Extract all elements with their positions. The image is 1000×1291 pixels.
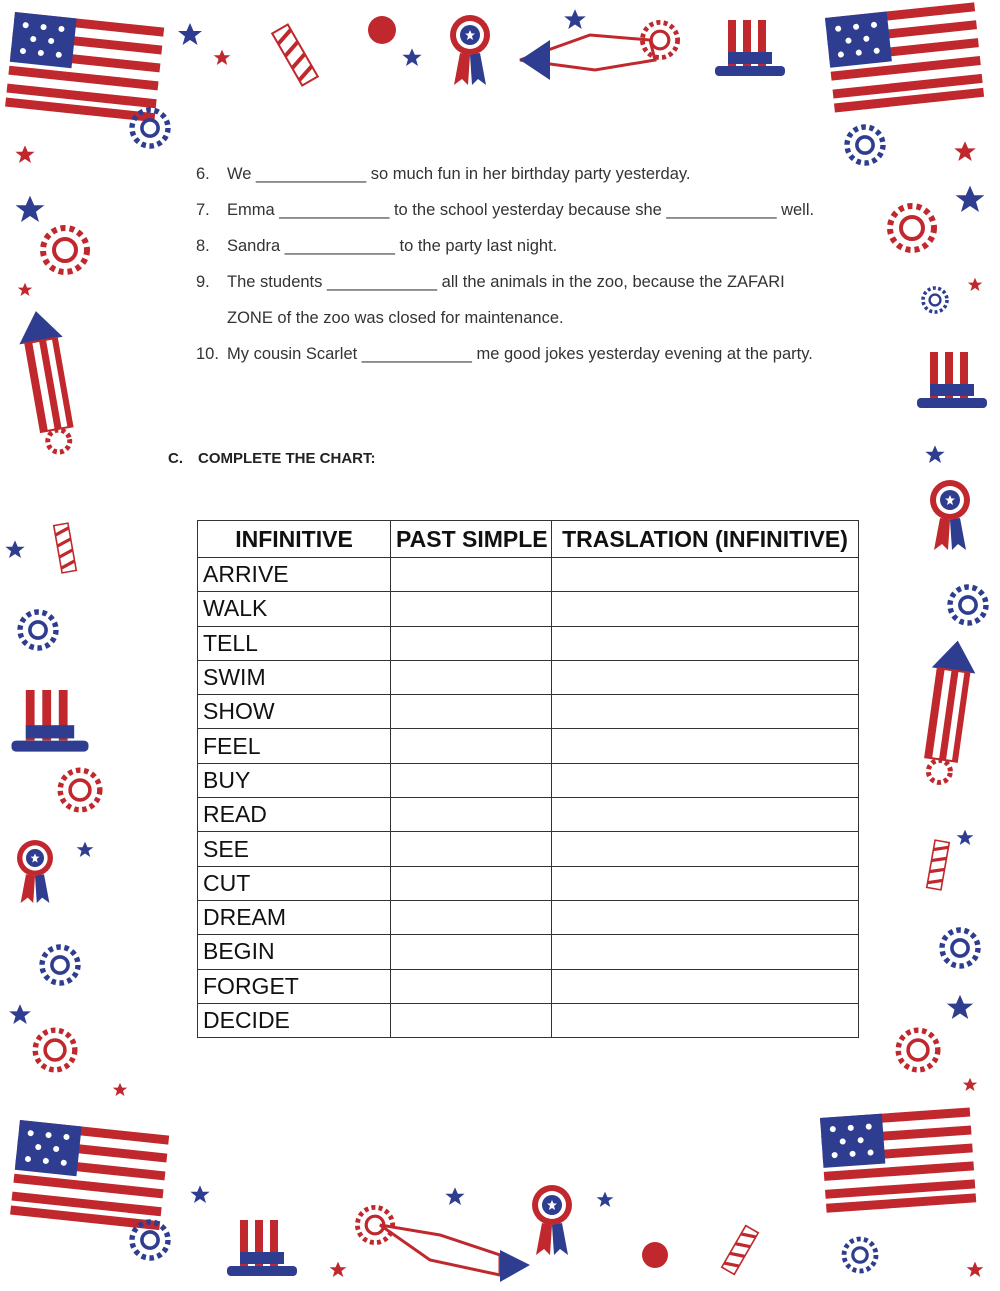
section-c-heading xyxy=(168,450,376,467)
header-infinitive: INFINITIVE xyxy=(198,521,391,558)
chart-row xyxy=(198,935,859,969)
infinitive-cell: DREAM xyxy=(198,900,391,934)
infinitive-cell: TELL xyxy=(198,626,391,660)
past-simple-cell[interactable] xyxy=(391,763,552,797)
chart-row xyxy=(198,695,859,729)
translation-cell[interactable] xyxy=(552,592,859,626)
translation-cell[interactable] xyxy=(552,935,859,969)
chart-row xyxy=(198,729,859,763)
sentence-text: We ____________ so much fun in her birthday party yesterday. xyxy=(227,165,691,183)
translation-cell[interactable] xyxy=(552,866,859,900)
infinitive-cell: SWIM xyxy=(198,660,391,694)
past-simple-cell[interactable] xyxy=(391,592,552,626)
sentence-item xyxy=(196,192,876,228)
infinitive-cell: CUT xyxy=(198,866,391,900)
sentence-number: 8. xyxy=(196,237,210,255)
infinitive-cell: BEGIN xyxy=(198,935,391,969)
chart-row xyxy=(198,866,859,900)
section-letter: C. xyxy=(168,450,183,467)
sentence-number: 7. xyxy=(196,201,210,219)
chart-row xyxy=(198,558,859,592)
translation-cell[interactable] xyxy=(552,832,859,866)
translation-cell[interactable] xyxy=(552,660,859,694)
sentence-text: Sandra ____________ to the party last night. xyxy=(227,237,558,255)
translation-cell[interactable] xyxy=(552,626,859,660)
chart-row xyxy=(198,832,859,866)
fill-in-sentences xyxy=(196,156,876,372)
chart-row xyxy=(198,969,859,1003)
sentence-number: 9. xyxy=(196,273,210,291)
infinitive-cell: FEEL xyxy=(198,729,391,763)
sentence-text: Emma ____________ to the school yesterday because she ____________ well. xyxy=(227,201,815,219)
past-simple-cell[interactable] xyxy=(391,660,552,694)
translation-cell[interactable] xyxy=(552,969,859,1003)
infinitive-cell: SHOW xyxy=(198,695,391,729)
past-simple-cell[interactable] xyxy=(391,935,552,969)
chart-row xyxy=(198,592,859,626)
infinitive-cell: BUY xyxy=(198,763,391,797)
chart-row xyxy=(198,1003,859,1037)
chart-row xyxy=(198,660,859,694)
past-simple-cell[interactable] xyxy=(391,695,552,729)
past-simple-cell[interactable] xyxy=(391,729,552,763)
past-simple-cell[interactable] xyxy=(391,558,552,592)
sentence-item xyxy=(196,336,827,372)
chart-row xyxy=(198,900,859,934)
past-simple-cell[interactable] xyxy=(391,626,552,660)
translation-cell[interactable] xyxy=(552,900,859,934)
past-simple-cell[interactable] xyxy=(391,798,552,832)
chart-row xyxy=(198,763,859,797)
chart-header-row xyxy=(198,521,859,558)
chart-row xyxy=(198,798,859,832)
chart-row xyxy=(198,626,859,660)
header-translation: TRASLATION (INFINITIVE) xyxy=(552,521,859,558)
infinitive-cell: FORGET xyxy=(198,969,391,1003)
sentence-text: The students ____________ all the animals in the zoo, because the ZAFARI ZONE of the zoo was closed for maintenance. xyxy=(227,273,785,327)
past-simple-cell[interactable] xyxy=(391,866,552,900)
header-past-simple: PAST SIMPLE xyxy=(391,521,552,558)
verb-chart xyxy=(197,520,859,1038)
section-title: COMPLETE THE CHART: xyxy=(198,450,376,467)
past-simple-cell[interactable] xyxy=(391,832,552,866)
infinitive-cell: DECIDE xyxy=(198,1003,391,1037)
sentence-number: 10. xyxy=(196,345,219,363)
translation-cell[interactable] xyxy=(552,729,859,763)
past-simple-cell[interactable] xyxy=(391,900,552,934)
sentence-item xyxy=(196,228,876,264)
infinitive-cell: READ xyxy=(198,798,391,832)
translation-cell[interactable] xyxy=(552,695,859,729)
infinitive-cell: ARRIVE xyxy=(198,558,391,592)
translation-cell[interactable] xyxy=(552,558,859,592)
sentence-text: My cousin Scarlet ____________ me good jokes yesterday evening at the party. xyxy=(227,345,813,363)
sentence-number: 6. xyxy=(196,165,210,183)
translation-cell[interactable] xyxy=(552,763,859,797)
past-simple-cell[interactable] xyxy=(391,969,552,1003)
sentence-item xyxy=(196,156,876,192)
past-simple-cell[interactable] xyxy=(391,1003,552,1037)
infinitive-cell: SEE xyxy=(198,832,391,866)
infinitive-cell: WALK xyxy=(198,592,391,626)
translation-cell[interactable] xyxy=(552,1003,859,1037)
sentence-item xyxy=(196,264,827,336)
translation-cell[interactable] xyxy=(552,798,859,832)
